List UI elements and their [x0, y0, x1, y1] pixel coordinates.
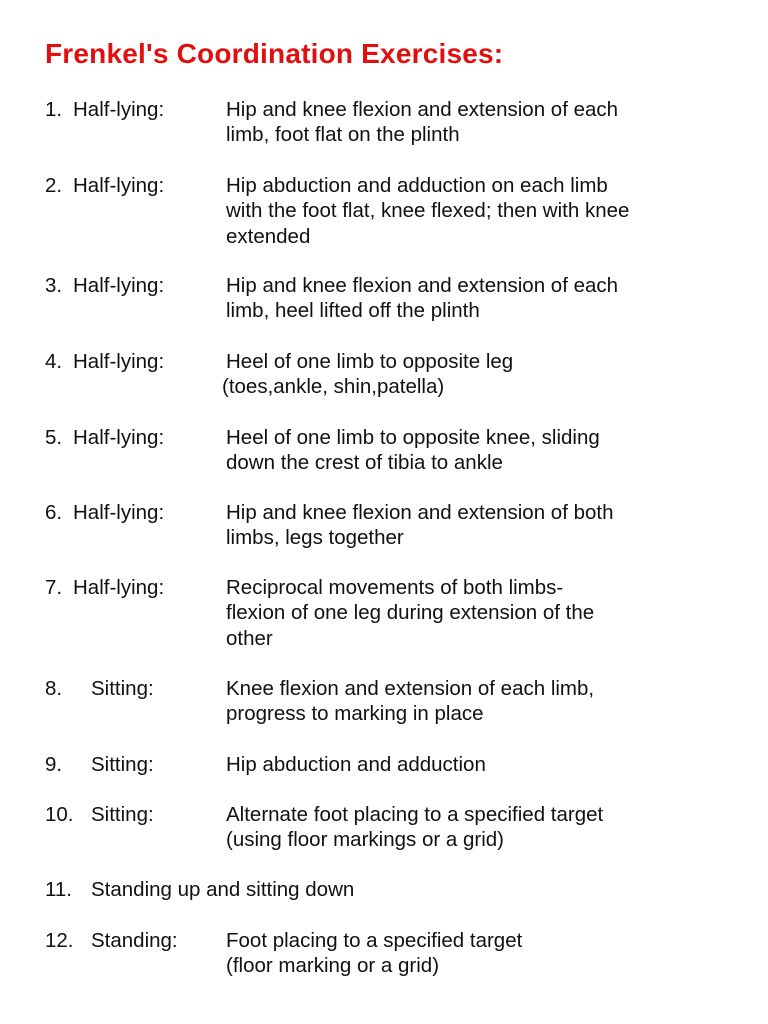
item-description: [226, 676, 594, 727]
item-description: [226, 575, 594, 651]
item-description: [226, 173, 629, 249]
description-line: Reciprocal movements of both limbs-: [226, 576, 564, 599]
description-line: Hip and knee flexion and extension of each: [226, 98, 619, 121]
item-position: Standing:: [91, 929, 178, 952]
item-number: 9.: [45, 753, 63, 776]
description-line: extended: [226, 224, 311, 248]
description-line: Knee flexion and extension of each limb,: [226, 677, 595, 700]
description-line: (using floor markings or a grid): [226, 828, 504, 852]
description-line: Heel of one limb to opposite knee, sliding: [226, 426, 600, 449]
item-position: Sitting:: [91, 753, 154, 776]
description-line: Foot placing to a specified target: [226, 929, 523, 952]
item-position: Half-lying:: [73, 426, 165, 449]
description-line: Hip abduction and adduction on each limb: [226, 174, 608, 197]
item-number: 3.: [45, 274, 63, 297]
item-number: 10.: [45, 803, 74, 826]
item-number: 4.: [45, 350, 63, 373]
description-line: Heel of one limb to opposite leg: [226, 350, 514, 373]
description-line: Alternate foot placing to a specified target: [226, 803, 604, 826]
description-line: with the foot flat, knee flexed; then with knee: [226, 199, 630, 223]
description-line: Hip and knee flexion and extension of both: [226, 501, 614, 524]
item-position: Half-lying:: [73, 576, 165, 599]
item-position: Half-lying:: [73, 98, 165, 121]
item-description: [226, 425, 600, 476]
page-title: Frenkel's Coordination Exercises:: [45, 38, 504, 69]
description-line: Hip abduction and adduction: [226, 753, 486, 776]
item-number: 12.: [45, 929, 74, 952]
item-description: [226, 97, 618, 148]
item-position: Sitting:: [91, 803, 154, 826]
item-description: [226, 928, 522, 979]
item-description: [226, 500, 614, 551]
item-number: 11.: [45, 878, 72, 901]
item-number: 5.: [45, 426, 63, 449]
item-number: 7.: [45, 576, 63, 599]
description-line: (toes,ankle, shin,patella): [222, 375, 445, 399]
description-line: (floor marking or a grid): [226, 954, 440, 978]
item-description: [226, 752, 486, 777]
item-number: 2.: [45, 174, 63, 197]
item-description: [226, 802, 603, 853]
item-position: Half-lying:: [73, 501, 165, 524]
item-number: 8.: [45, 677, 63, 700]
description-line: down the crest of tibia to ankle: [226, 451, 503, 475]
description-line: limb, heel lifted off the plinth: [226, 299, 480, 323]
description-line: limbs, legs together: [226, 526, 404, 550]
item-position: Standing up and sitting down: [91, 878, 355, 901]
item-position: Half-lying:: [73, 350, 165, 373]
item-position: Half-lying:: [73, 174, 165, 197]
item-number: 6.: [45, 501, 63, 524]
item-number: 1.: [45, 98, 63, 121]
description-line: progress to marking in place: [226, 702, 484, 726]
item-description: [222, 349, 514, 400]
description-line: flexion of one leg during extension of the: [226, 601, 595, 625]
description-line: limb, foot flat on the plinth: [226, 123, 460, 147]
description-line: Hip and knee flexion and extension of each: [226, 274, 619, 297]
description-line: other: [226, 626, 273, 650]
item-description: [226, 273, 618, 324]
item-position: Half-lying:: [73, 274, 165, 297]
item-position: Sitting:: [91, 677, 154, 700]
